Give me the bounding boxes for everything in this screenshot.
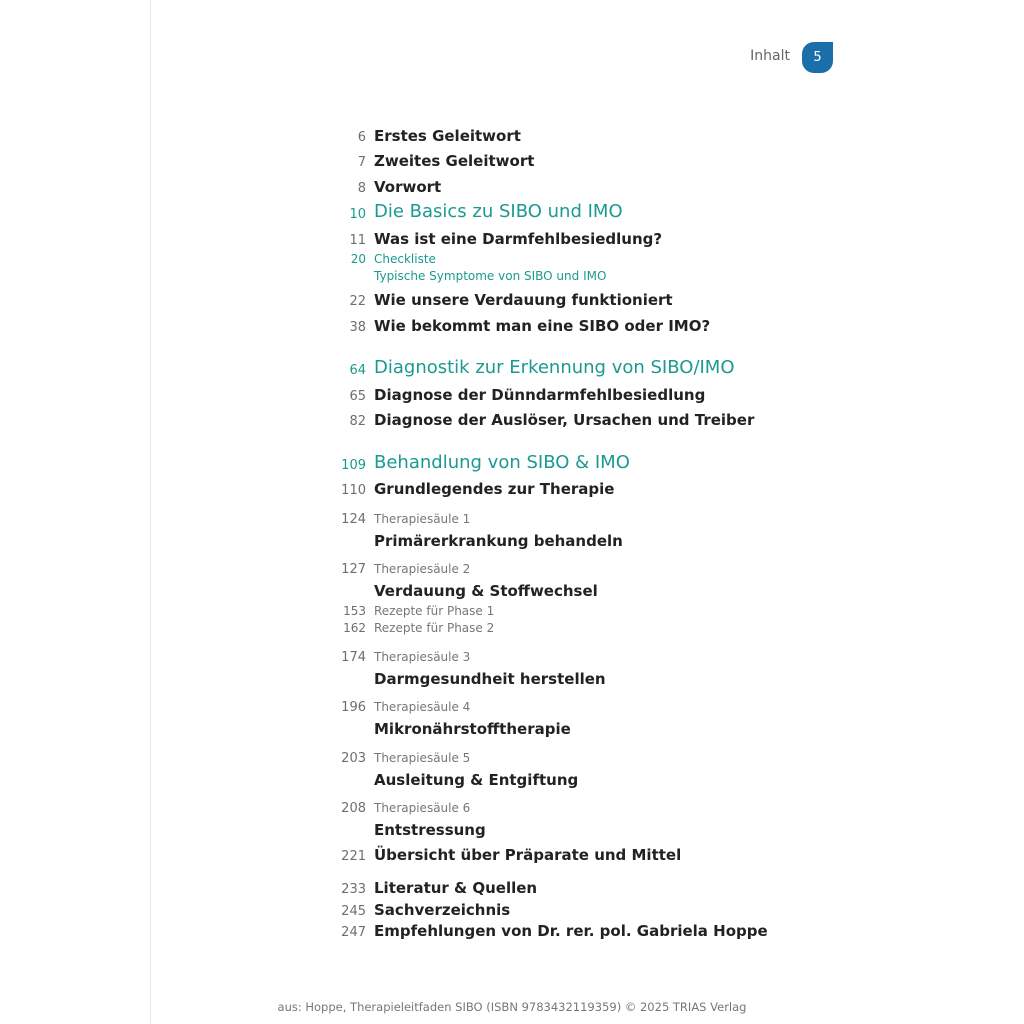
- toc-page-number: 208: [341, 801, 366, 816]
- toc-page-number: 22: [349, 294, 366, 309]
- toc-title: Sachverzeichnis: [374, 901, 511, 919]
- toc-page-number: 20: [350, 252, 366, 266]
- toc-title: Grundlegendes zur Therapie: [374, 480, 615, 498]
- toc-page-number: 110: [341, 483, 366, 498]
- toc-pillar-label: Therapiesäule 2: [374, 562, 471, 576]
- toc-page-number: 196: [341, 700, 366, 715]
- toc-page-number: 11: [349, 233, 366, 248]
- toc-title: Übersicht über Präparate und Mittel: [374, 846, 682, 864]
- toc-recipe-title: Rezepte für Phase 2: [374, 621, 495, 635]
- toc-page-number: 247: [341, 925, 366, 940]
- toc-page-number: 8: [357, 181, 366, 196]
- toc-checklist-label: Checkliste: [374, 252, 436, 266]
- toc-pillar-label: Therapiesäule 4: [374, 700, 471, 714]
- running-header-label: Inhalt: [750, 48, 790, 64]
- toc-section-title: Diagnostik zur Erkennung von SIBO/IMO: [374, 357, 735, 378]
- toc-page-number: 82: [349, 414, 366, 429]
- toc-page-number: 38: [349, 320, 366, 335]
- toc-section-title: Die Basics zu SIBO und IMO: [374, 201, 623, 222]
- toc-title: Diagnose der Auslöser, Ursachen und Treiber: [374, 411, 755, 429]
- toc-page-number: 124: [341, 512, 366, 527]
- toc-recipe-title: Rezepte für Phase 1: [374, 604, 495, 618]
- toc-page-number: 162: [343, 621, 366, 635]
- toc-pillar-label: Therapiesäule 6: [374, 801, 471, 815]
- toc-page-number: 6: [357, 130, 366, 145]
- toc-page-number: 65: [349, 389, 366, 404]
- toc-page-number: 64: [349, 363, 366, 378]
- toc-title: Mikronährstofftherapie: [374, 720, 571, 738]
- toc-title: Zweites Geleitwort: [374, 152, 535, 170]
- toc-page-number: 127: [341, 562, 366, 577]
- page-number-badge: 5: [802, 42, 833, 73]
- toc-page-number: 221: [341, 849, 366, 864]
- toc-pillar-label: Therapiesäule 3: [374, 650, 471, 664]
- toc-title: Diagnose der Dünndarmfehlbesiedlung: [374, 386, 706, 404]
- toc-page-number: 245: [341, 904, 366, 919]
- toc-title: Verdauung & Stoffwechsel: [374, 582, 598, 600]
- toc-pillar-label: Therapiesäule 1: [374, 512, 471, 526]
- toc-page-number: 153: [343, 604, 366, 618]
- toc-page-number: 109: [341, 458, 366, 473]
- toc-title: Darmgesundheit herstellen: [374, 670, 606, 688]
- toc-title: Vorwort: [374, 178, 442, 196]
- toc-title: Ausleitung & Entgiftung: [374, 771, 579, 789]
- toc-title: Empfehlungen von Dr. rer. pol. Gabriela Hoppe: [374, 922, 768, 940]
- toc-pillar-label: Therapiesäule 5: [374, 751, 471, 765]
- toc-title: Erstes Geleitwort: [374, 127, 521, 145]
- toc-title: Literatur & Quellen: [374, 879, 538, 897]
- toc-page-number: 233: [341, 882, 366, 897]
- toc-page-number: 203: [341, 751, 366, 766]
- toc-section-title: Behandlung von SIBO & IMO: [374, 452, 630, 473]
- toc-title: Entstressung: [374, 821, 486, 839]
- toc-page-number: 7: [357, 155, 366, 170]
- toc-title: Was ist eine Darmfehlbesiedlung?: [374, 230, 663, 248]
- toc-page-number: 10: [349, 207, 366, 222]
- page-margin-divider: [150, 0, 151, 1024]
- toc-title: Primärerkrankung behandeln: [374, 532, 623, 550]
- toc-checklist-subtitle: Typische Symptome von SIBO und IMO: [374, 269, 607, 283]
- toc-title: Wie bekommt man eine SIBO oder IMO?: [374, 317, 711, 335]
- source-footer: aus: Hoppe, Therapieleitfaden SIBO (ISBN 9783432119359) © 2025 TRIAS Verlag: [277, 1000, 747, 1014]
- toc-title: Wie unsere Verdauung funktioniert: [374, 291, 673, 309]
- toc-page-number: 174: [341, 650, 366, 665]
